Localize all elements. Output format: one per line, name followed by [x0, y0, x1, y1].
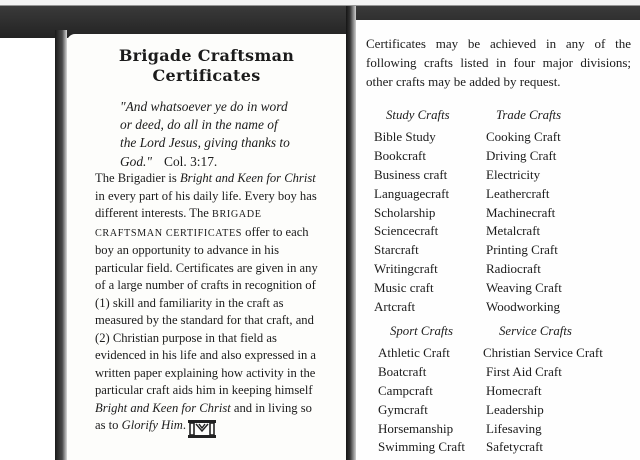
craft-item: Homecraft: [486, 382, 542, 398]
page-title-line-1: Brigade Craftsman: [118, 46, 295, 65]
craft-item: Driving Craft: [486, 147, 557, 163]
craft-item: Radiocraft: [486, 261, 541, 277]
craft-item: Starcraft: [374, 242, 419, 258]
craft-item: Electricity: [486, 166, 541, 182]
scripture-reference: Col. 3:17.: [164, 153, 218, 169]
page-gutter: [346, 6, 356, 460]
study-crafts-column: [374, 108, 450, 317]
service-crafts-column: [483, 324, 603, 457]
craft-item: Woodworking: [486, 299, 561, 315]
craft-item: Writingcraft: [374, 261, 438, 277]
page-title-line-2: Certificates: [152, 66, 261, 85]
body-emphasis: Glorify Him: [121, 418, 183, 432]
craft-item: Sciencecraft: [374, 223, 439, 239]
craft-item: Athletic Craft: [378, 345, 450, 360]
intro-paragraph: Certificates may be achieved in any of the following crafts listed in four major divisions; other crafts may be added by request.: [366, 36, 631, 89]
study-crafts-heading: Study Crafts: [386, 108, 450, 122]
craft-item: Artcraft: [374, 299, 416, 315]
craft-item: Safetycraft: [486, 439, 544, 455]
body-text: .: [182, 418, 186, 432]
craft-item: Metalcraft: [486, 223, 541, 239]
sport-crafts-column: [378, 324, 465, 457]
service-crafts-heading: Service Crafts: [499, 324, 572, 338]
body-emphasis: Bright and Keen for Christ: [179, 171, 316, 185]
scan-left-shadow: [55, 30, 67, 460]
body-text: in every part of his daily life. Every boy has different interests. The: [95, 188, 317, 220]
body-text: and in living so as to: [95, 400, 312, 432]
craft-item: Leathercraft: [486, 185, 550, 201]
craft-item: Machinecraft: [486, 204, 556, 220]
craft-item: Business craft: [374, 166, 448, 182]
craft-item: Music craft: [374, 280, 434, 296]
scripture-quote: [120, 98, 320, 171]
small-caps-title: BRIGADE CRAFTSMAN CERTIFICATES: [95, 209, 262, 239]
craft-item: Boatcraft: [378, 363, 427, 379]
craft-item: Gymcraft: [378, 401, 428, 417]
trade-crafts-column: [486, 108, 562, 317]
left-page: [67, 34, 346, 460]
craft-item: Bookcraft: [374, 147, 426, 163]
body-emphasis: Bright and Keen for Christ: [95, 400, 231, 415]
body-text: The Brigadier is: [95, 171, 180, 185]
body-paragraph: [95, 170, 325, 435]
body-text: offer to each boy an opportunity to advance in his particular field. Certificates are given in any of a large number of crafts in recognition of (1) skill and familiarity in the craft as measured by the standard for that craft, and (2) Christian purpose in that field as evidenced in his life and also expressed in a written paper explaining how activity in the particular craft aids him in keeping himself: [95, 224, 318, 397]
quote-line: God.": [120, 153, 153, 169]
craft-item: Printing Craft: [486, 242, 558, 258]
craft-item: Languagecraft: [374, 185, 450, 201]
craft-item: Christian Service Craft: [483, 345, 603, 360]
craft-item: Leadership: [486, 401, 544, 417]
craft-item: Campcraft: [378, 382, 433, 398]
sport-crafts-heading: Sport Crafts: [390, 324, 453, 338]
craft-item: Lifesaving: [486, 420, 542, 436]
quote-line: "And whatsoever ye do in word: [120, 99, 288, 114]
right-page: [356, 20, 640, 460]
craft-item: Bible Study: [374, 129, 436, 144]
trade-crafts-heading: Trade Crafts: [496, 108, 562, 122]
brigade-emblem-icon: [187, 418, 217, 440]
craft-item: Swimming Craft: [378, 439, 466, 455]
craft-item: First Aid Craft: [486, 363, 562, 379]
craft-item: Horsemanship: [378, 420, 454, 436]
craft-item: Scholarship: [374, 204, 436, 220]
quote-line: or deed, do all in the name of: [120, 117, 278, 133]
craft-item: Cooking Craft: [486, 129, 561, 144]
craft-item: Weaving Craft: [486, 280, 562, 296]
quote-line: the Lord Jesus, giving thanks to: [120, 135, 290, 151]
